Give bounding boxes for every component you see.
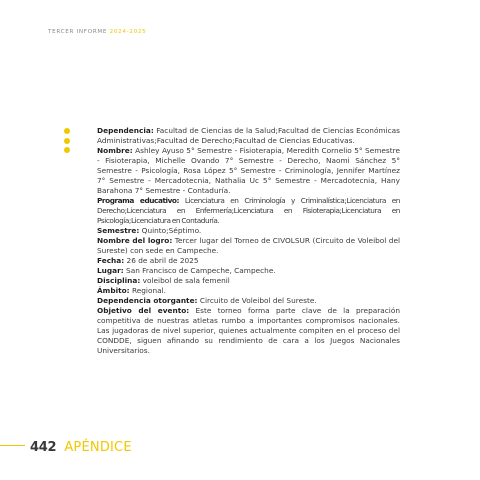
field-value: Tercer lugar del Torneo de CIVOLSUR (Circuito de Voleibol del Sureste) con sede en Campeche. <box>97 236 400 255</box>
field-value: Regional. <box>131 286 166 295</box>
field-semestre <box>97 226 400 236</box>
field-disciplina <box>97 276 400 286</box>
field-label: Nombre: <box>97 146 133 155</box>
bullet-column <box>64 128 74 157</box>
field-label: Objetivo del evento: <box>97 306 190 315</box>
field-lugar <box>97 266 400 276</box>
field-programa <box>97 196 400 226</box>
field-value: voleibol de sala femenil <box>142 276 230 285</box>
field-value: Quinto;Séptimo. <box>141 226 202 235</box>
field-value: 26 de abril de 2025 <box>126 256 199 265</box>
page-footer <box>30 436 132 455</box>
field-label: Nombre del logro: <box>97 236 173 245</box>
header-years: 2024-2025 <box>109 29 147 35</box>
field-nombre <box>97 146 400 196</box>
field-label: Semestre: <box>97 226 140 235</box>
field-dependencia <box>97 126 400 146</box>
field-value: Este torneo forma parte clave de la preparación competitiva de nuestras atletas rumbo a importantes compromisos nacionales. Las jugadoras de nivel superior, quienes actualmente compiten en el proceso del CONDDE, siguen afinando su rendimiento de cara a los Juegos Nacionales Universitarios. <box>97 306 400 355</box>
field-value: Ashley Ayuso 5° Semestre - Fisioterapia, Meredith Cornelio 5° Semestre - Fisioterapia, Michelle Ovando 7° Semestre - Derecho, Naomi Sánchez 5° Semestre - Psicología, Rosa López 5° Semestre - Criminología, Jennifer Martínez 7° Semestre - Mercadotecnia, Nathalia Uc 5° Semestre - Mercadotecnia, Hany Barahona 7° Semestre - Contaduría. <box>97 146 400 195</box>
field-logro <box>97 236 400 256</box>
field-value: Facultad de Ciencias de la Salud;Facultad de Ciencias Económicas Administrativas;Facultad de Derecho;Facultad de Ciencias Educativas. <box>97 126 400 145</box>
header-title: TERCER INFORME <box>48 29 108 35</box>
field-label: Fecha: <box>97 256 125 265</box>
field-fecha <box>97 256 400 266</box>
field-label: Programa educativo: <box>97 196 180 205</box>
field-label: Dependencia otorgante: <box>97 296 198 305</box>
running-header <box>48 29 146 35</box>
field-label: Disciplina: <box>97 276 141 285</box>
field-otorgante <box>97 296 400 306</box>
field-objetivo <box>97 306 400 356</box>
yellow-dot-icon <box>64 128 70 134</box>
footer-rule <box>0 445 25 446</box>
field-label: Lugar: <box>97 266 124 275</box>
field-label: Ámbito: <box>97 286 130 295</box>
page-number: 442 <box>30 440 57 455</box>
section-title: APÉNDICE <box>64 440 132 455</box>
yellow-dot-icon <box>64 147 70 153</box>
field-label: Dependencia: <box>97 126 154 135</box>
field-value: San Francisco de Campeche, Campeche. <box>126 266 276 275</box>
field-value: Circuito de Voleibol del Sureste. <box>199 296 317 305</box>
yellow-dot-icon <box>64 138 70 144</box>
record-body <box>97 126 400 356</box>
field-value: Licenciatura en Criminología y Criminalística;Licenciatura en Derecho;Licenciatura en Enfermería;Licenciatura en Fisioterapia;Licenciatura en Psicología;Licenciatura en Contaduría. <box>97 196 400 225</box>
field-ambito <box>97 286 400 296</box>
